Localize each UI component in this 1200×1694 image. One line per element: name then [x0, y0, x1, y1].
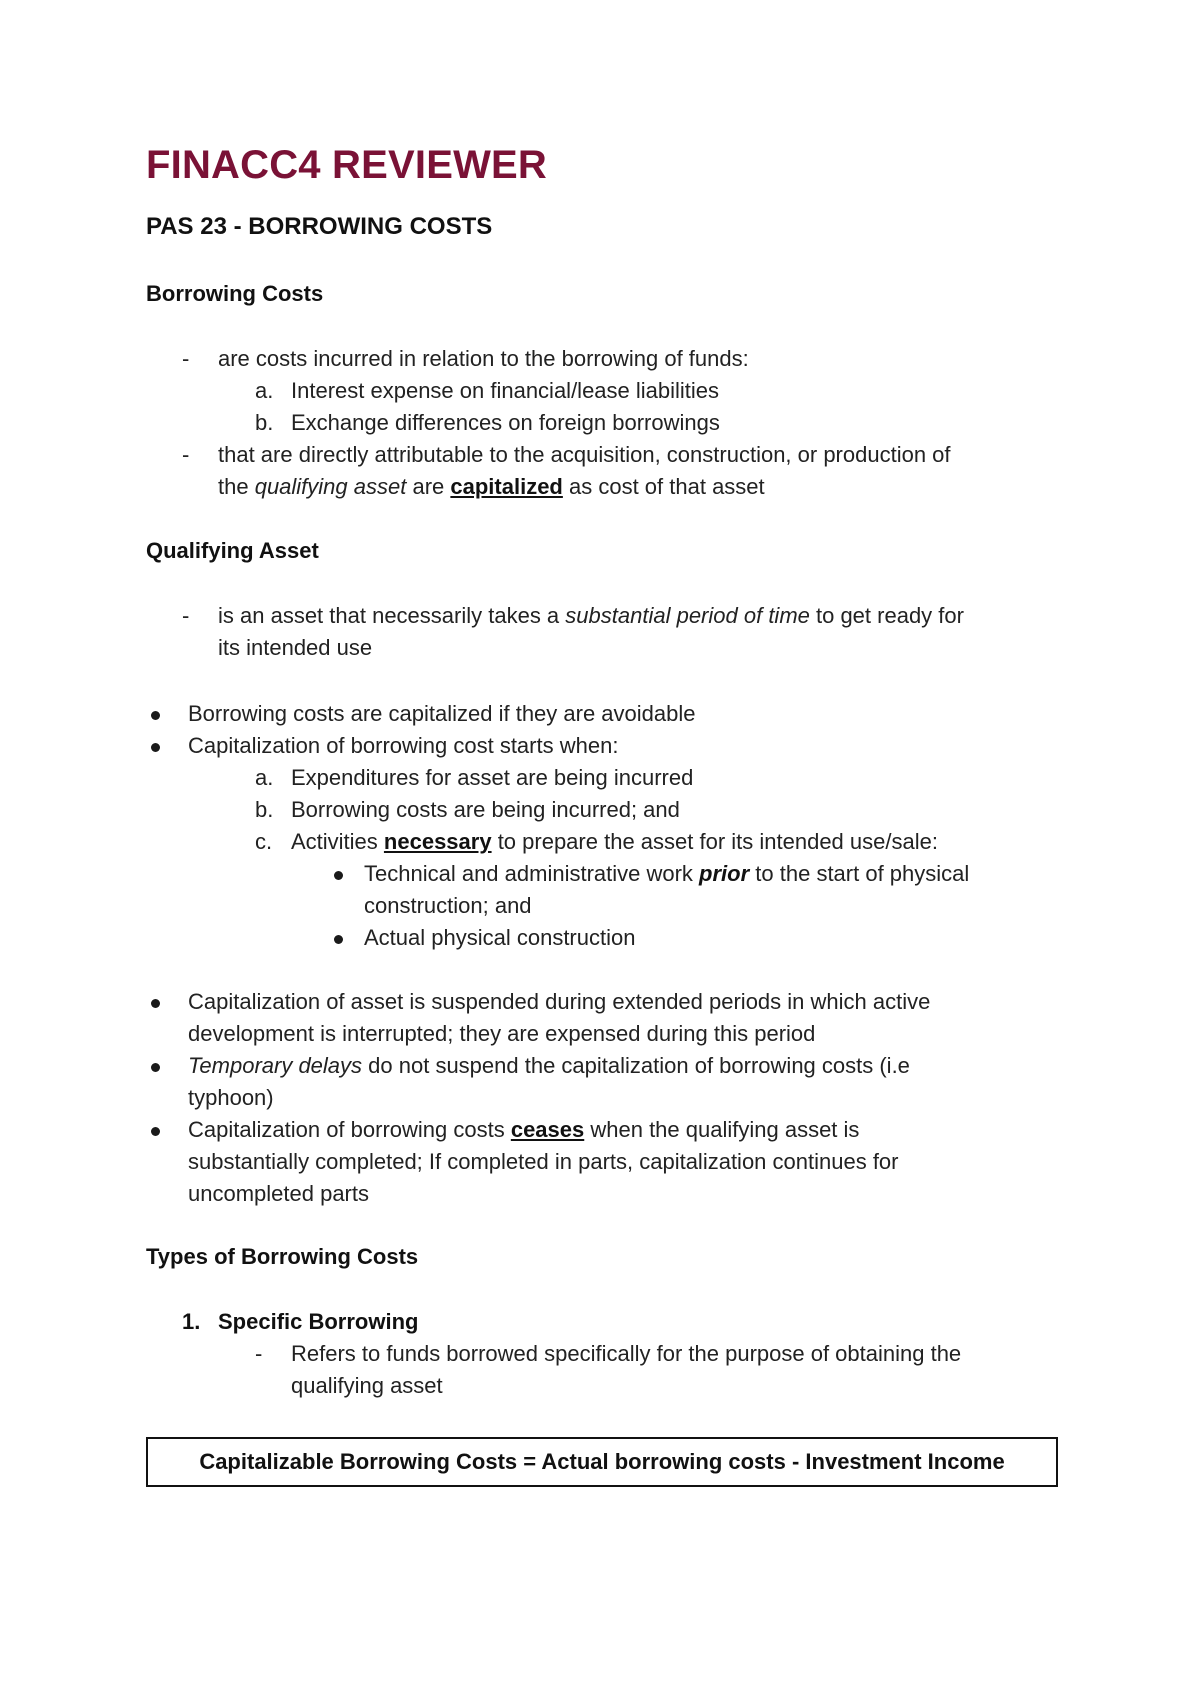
list-marker-c: c.	[255, 829, 273, 854]
start-condition-b: Borrowing costs are being incurred; and	[291, 797, 680, 822]
technical-work-item-line-2: construction; and	[364, 893, 532, 918]
avoidable-bullet: Borrowing costs are capitalized if they are avoidable	[188, 701, 696, 726]
specific-borrowing-heading: Specific Borrowing	[218, 1309, 419, 1334]
dash-marker: -	[182, 346, 190, 371]
bullet-icon	[151, 1063, 160, 1072]
section-heading-borrowing-costs: Borrowing Costs	[146, 281, 324, 306]
temporary-delays-bullet: Temporary delays do not suspend the capitalization of borrowing costs (i.e	[188, 1053, 910, 1078]
document-title: FINACC4 REVIEWER	[146, 143, 548, 187]
specific-borrowing-definition-line-2: qualifying asset	[291, 1373, 443, 1398]
ceases-bullet: Capitalization of borrowing costs ceases when the qualifying asset is	[188, 1117, 860, 1142]
attributable-line-2: the qualifying asset are capitalized as cost of that asset	[218, 474, 765, 499]
bullet-icon	[151, 711, 160, 720]
bullet-icon	[151, 999, 160, 1008]
start-condition-a: Expenditures for asset are being incurred	[291, 765, 694, 790]
dash-marker: -	[255, 1341, 263, 1366]
physical-construction-item: Actual physical construction	[364, 925, 636, 950]
bullet-icon	[334, 935, 343, 944]
dash-marker: -	[182, 442, 190, 467]
capitalization-starts-bullet: Capitalization of borrowing cost starts when:	[188, 733, 619, 758]
technical-work-item: Technical and administrative work prior to the start of physical	[364, 861, 970, 886]
qualifying-asset-definition: is an asset that necessarily takes a substantial period of time to get ready for	[218, 603, 964, 628]
list-marker-a: a.	[255, 765, 274, 790]
bullet-icon	[151, 743, 160, 752]
substantial-period-term: substantial period of time	[565, 603, 810, 628]
ceases-bullet-line-3: uncompleted parts	[188, 1181, 369, 1206]
bullet-icon	[334, 871, 343, 880]
prior-term: prior	[699, 861, 750, 886]
capitalized-term: capitalized	[450, 474, 563, 499]
temporary-delays-term: Temporary delays	[188, 1053, 363, 1078]
section-heading-types: Types of Borrowing Costs	[146, 1244, 419, 1269]
attributable-line-1: that are directly attributable to the acquisition, construction, or production of	[218, 442, 951, 467]
list-marker-b: b.	[255, 410, 274, 435]
list-marker-b: b.	[255, 797, 274, 822]
section-heading-qualifying-asset: Qualifying Asset	[146, 538, 319, 563]
suspension-bullet: Capitalization of asset is suspended during extended periods in which active	[188, 989, 931, 1014]
borrowing-cost-item-b: Exchange differences on foreign borrowings	[291, 410, 720, 435]
capitalizable-formula: Capitalizable Borrowing Costs = Actual borrowing costs - Investment Income	[199, 1449, 1005, 1474]
dash-marker: -	[182, 603, 190, 628]
suspension-bullet-line-2: development is interrupted; they are expensed during this period	[188, 1021, 816, 1046]
formula-box	[146, 1437, 1058, 1487]
specific-borrowing-definition: Refers to funds borrowed specifically for the purpose of obtaining the	[291, 1341, 962, 1366]
list-marker-1: 1.	[182, 1309, 201, 1334]
temporary-delays-bullet-line-2: typhoon)	[188, 1085, 274, 1110]
list-marker-a: a.	[255, 378, 274, 403]
standard-heading: PAS 23 - BORROWING COSTS	[146, 213, 493, 240]
start-condition-c: Activities necessary to prepare the asset for its intended use/sale:	[291, 829, 938, 854]
necessary-term: necessary	[383, 829, 492, 854]
borrowing-cost-item-a: Interest expense on financial/lease liabilities	[291, 378, 720, 403]
ceases-term: ceases	[510, 1117, 585, 1142]
bullet-icon	[151, 1127, 160, 1136]
borrowing-costs-definition: are costs incurred in relation to the borrowing of funds:	[218, 346, 749, 371]
qualifying-asset-term: qualifying asset	[254, 474, 407, 499]
ceases-bullet-line-2: substantially completed; If completed in parts, capitalization continues for	[188, 1149, 899, 1174]
qualifying-asset-definition-line-2: its intended use	[218, 635, 373, 660]
